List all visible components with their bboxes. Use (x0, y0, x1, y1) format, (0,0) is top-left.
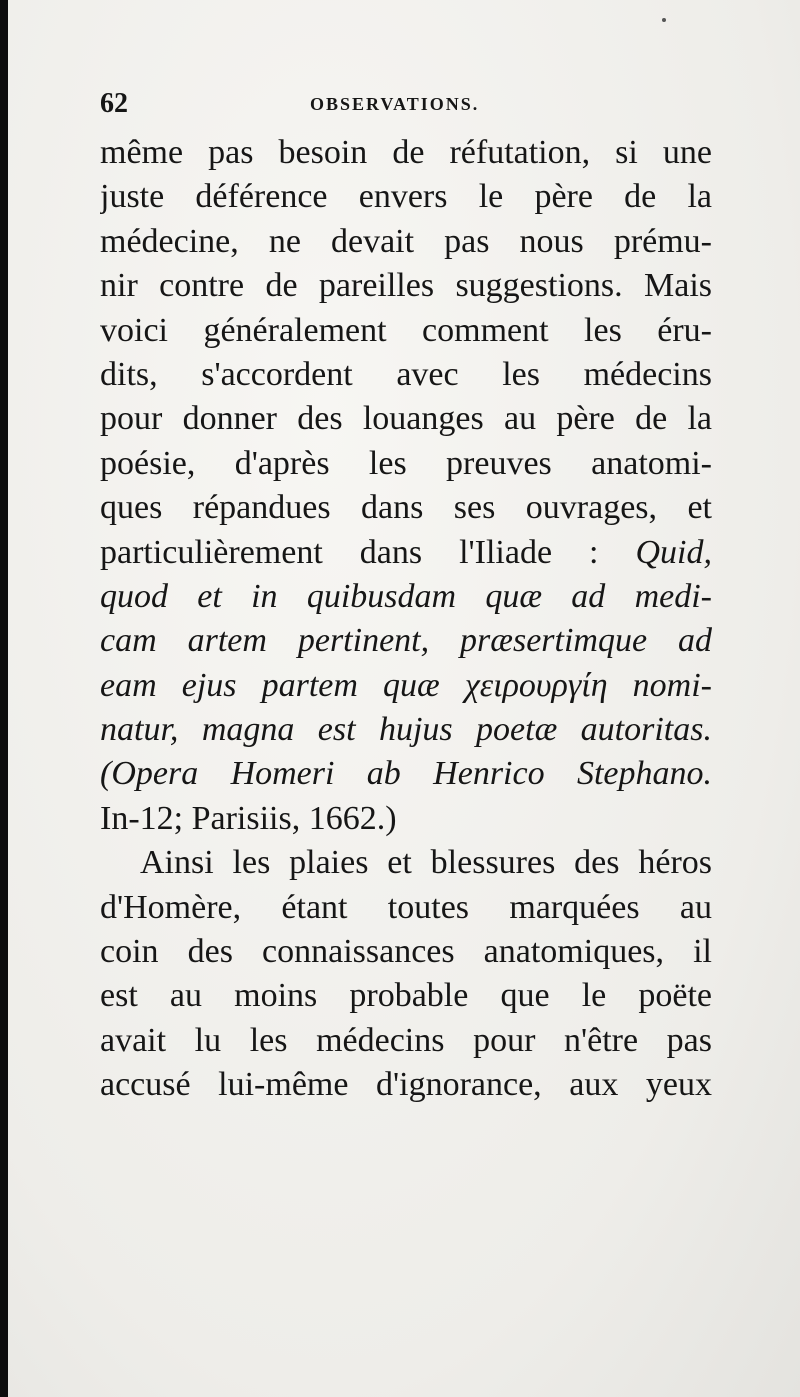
text-line-content: particulièrement dans l'Iliade : (100, 533, 636, 571)
text-line-content: coin des connaissances anatomiques, il (100, 933, 712, 971)
text-line-content: juste déférence envers le père de la (100, 178, 712, 216)
text-line-content: ques répandues dans ses ouvrages, et (100, 489, 712, 527)
text-line (100, 619, 712, 663)
text-line (100, 708, 712, 752)
text-line-content: médecine, ne devait pas nous prému- (100, 222, 712, 260)
page-edge-shadow (0, 0, 8, 1397)
text-line-content: dits, s'accordent avec les médecins (100, 355, 712, 393)
page-number: 62 (100, 88, 128, 119)
text-line (100, 486, 712, 530)
text-line (100, 309, 712, 353)
text-line-content: d'Homère, étant toutes marquées au (100, 888, 712, 926)
text-line (100, 841, 712, 885)
text-line (100, 930, 712, 974)
text-line (100, 531, 712, 575)
text-line-content: même pas besoin de réfutation, si une (100, 134, 712, 171)
text-line-content: avait lu les médecins pour n'être pas (100, 1021, 712, 1059)
text-line (100, 886, 712, 930)
text-line-content: est au moins probable que le poëte (100, 977, 712, 1015)
text-line (100, 1019, 712, 1063)
text-line (100, 752, 712, 796)
text-line (100, 664, 712, 708)
text-line-content: pour donner des louanges au père de la (100, 400, 712, 438)
text-line (100, 442, 712, 486)
text-line (100, 220, 712, 264)
text-line (100, 974, 712, 1018)
text-line-content: quod et in quibusdam quæ ad medi- (100, 577, 712, 615)
text-line (100, 797, 712, 841)
text-line-content: Ainsi les plaies et blessures des héros (140, 844, 712, 882)
book-page (8, 0, 800, 1397)
running-title: OBSERVATIONS. (310, 94, 480, 114)
speck (662, 18, 666, 22)
text-line-italic: Quid, (635, 533, 712, 571)
text-line-content: voici généralement comment les éru- (100, 311, 712, 349)
text-line-content: natur, magna est hujus poetæ autoritas. (100, 711, 712, 749)
text-line-content: poésie, d'après les preuves anatomi- (100, 444, 712, 482)
text-line-content: accusé lui-même d'ignorance, aux yeux (100, 1066, 712, 1104)
text-line-content: (Opera Homeri ab Henrico Stephano. (100, 755, 712, 793)
page-header (100, 88, 712, 128)
text-line (100, 353, 712, 397)
text-line-content: In-12; Parisiis, 1662.) (100, 799, 397, 837)
text-line-content: cam artem pertinent, præsertimque ad (100, 622, 712, 660)
text-line-content: eam ejus partem quæ χειρουργίη nomi- (100, 666, 712, 704)
text-line-content: nir contre de pareilles suggestions. Mais (100, 267, 712, 305)
text-line (100, 397, 712, 441)
text-line (100, 1063, 712, 1107)
text-line (100, 575, 712, 619)
text-line (100, 131, 712, 175)
text-line (100, 175, 712, 219)
body-text (100, 131, 712, 1108)
text-line (100, 264, 712, 308)
